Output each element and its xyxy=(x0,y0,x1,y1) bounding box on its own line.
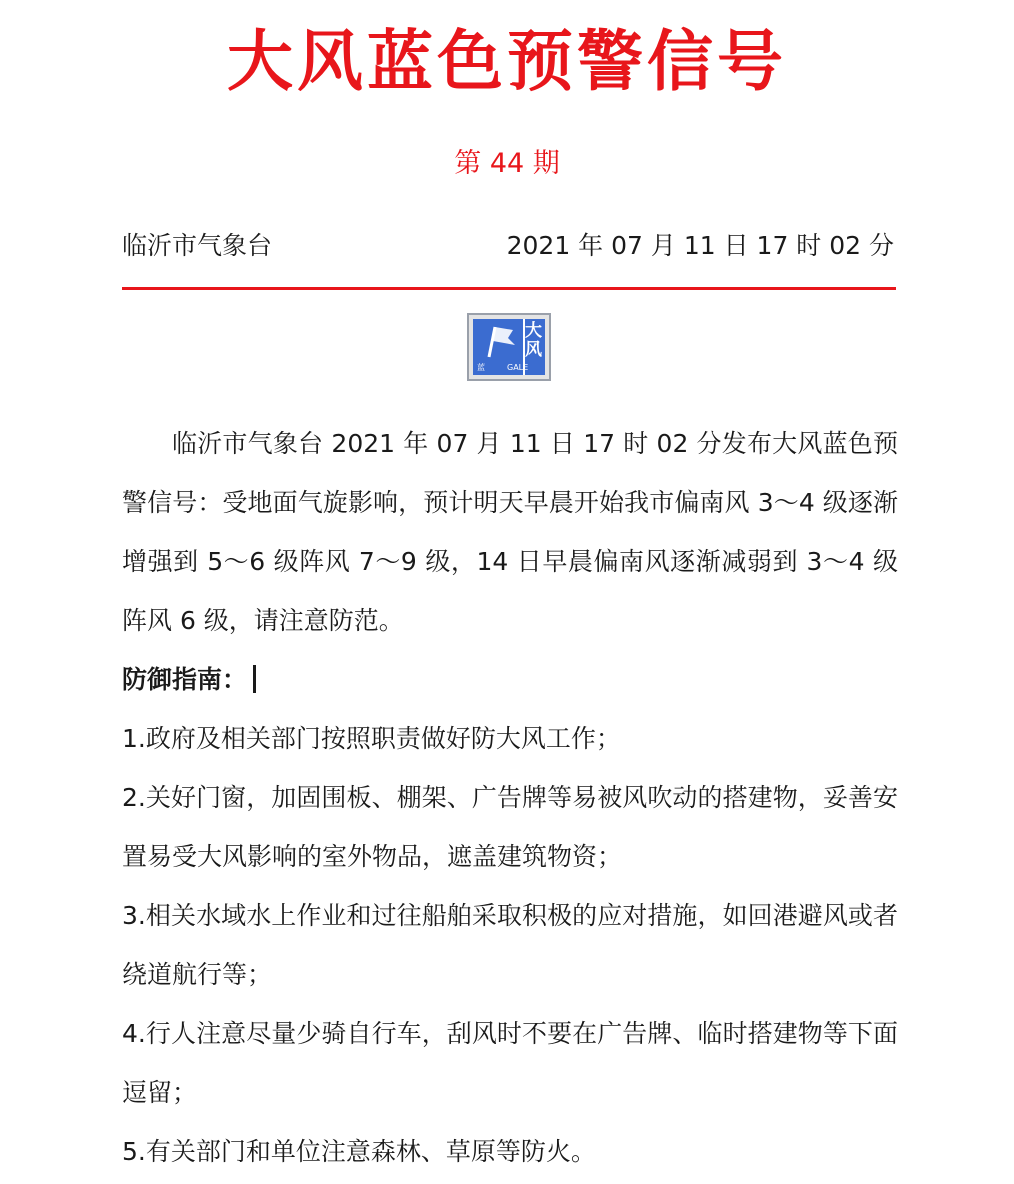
issue-number: 第 44 期 xyxy=(454,148,560,179)
icon-corner-text: 蓝 xyxy=(477,363,485,372)
issuing-agency: 临沂市气象台 xyxy=(122,231,273,260)
guide-item-3: 3.相关水域水上作业和过往船舶采取积极的应对措施，如回港避风或者绕道航行等； xyxy=(122,901,898,989)
guide-item-1: 1.政府及相关部门按照职责做好防大风工作； xyxy=(122,724,621,753)
icon-tag-text: GALE xyxy=(507,363,529,372)
warning-body xyxy=(122,414,898,1181)
text-cursor xyxy=(253,665,256,693)
icon-char-top: 大 xyxy=(525,321,542,341)
guide-heading xyxy=(122,650,898,709)
issue-datetime: 2021 年 07 月 11 日 17 时 02 分 xyxy=(506,231,894,260)
guide-title: 防御指南： xyxy=(122,665,248,694)
guide-item-2: 2.关好门窗，加固围板、棚架、广告牌等易被风吹动的搭建物，妥善安置易受大风影响的室外物品，遮盖建筑物资； xyxy=(122,783,898,871)
red-divider xyxy=(122,287,896,290)
icon-char-bottom: 风 xyxy=(525,340,542,360)
wind-blue-warning-icon xyxy=(467,313,551,381)
warning-paragraph: 临沂市气象台 2021 年 07 月 11 日 17 时 02 分发布大风蓝色预警信号：受地面气旋影响，预计明天早晨开始我市偏南风 3～4 级逐渐增强到 5～6 级阵风 7～9 级，14 日早晨偏南风逐渐减弱到 3～4 级阵风 6 级，请注意防范。 xyxy=(122,429,898,635)
guide-item-5: 5.有关部门和单位注意森林、草原等防火。 xyxy=(122,1137,596,1166)
page-title: 大风蓝色预警信号 xyxy=(227,23,787,100)
guide-item-4: 4.行人注意尽量少骑自行车，刮风时不要在广告牌、临时搭建物等下面逗留； xyxy=(122,1019,898,1107)
